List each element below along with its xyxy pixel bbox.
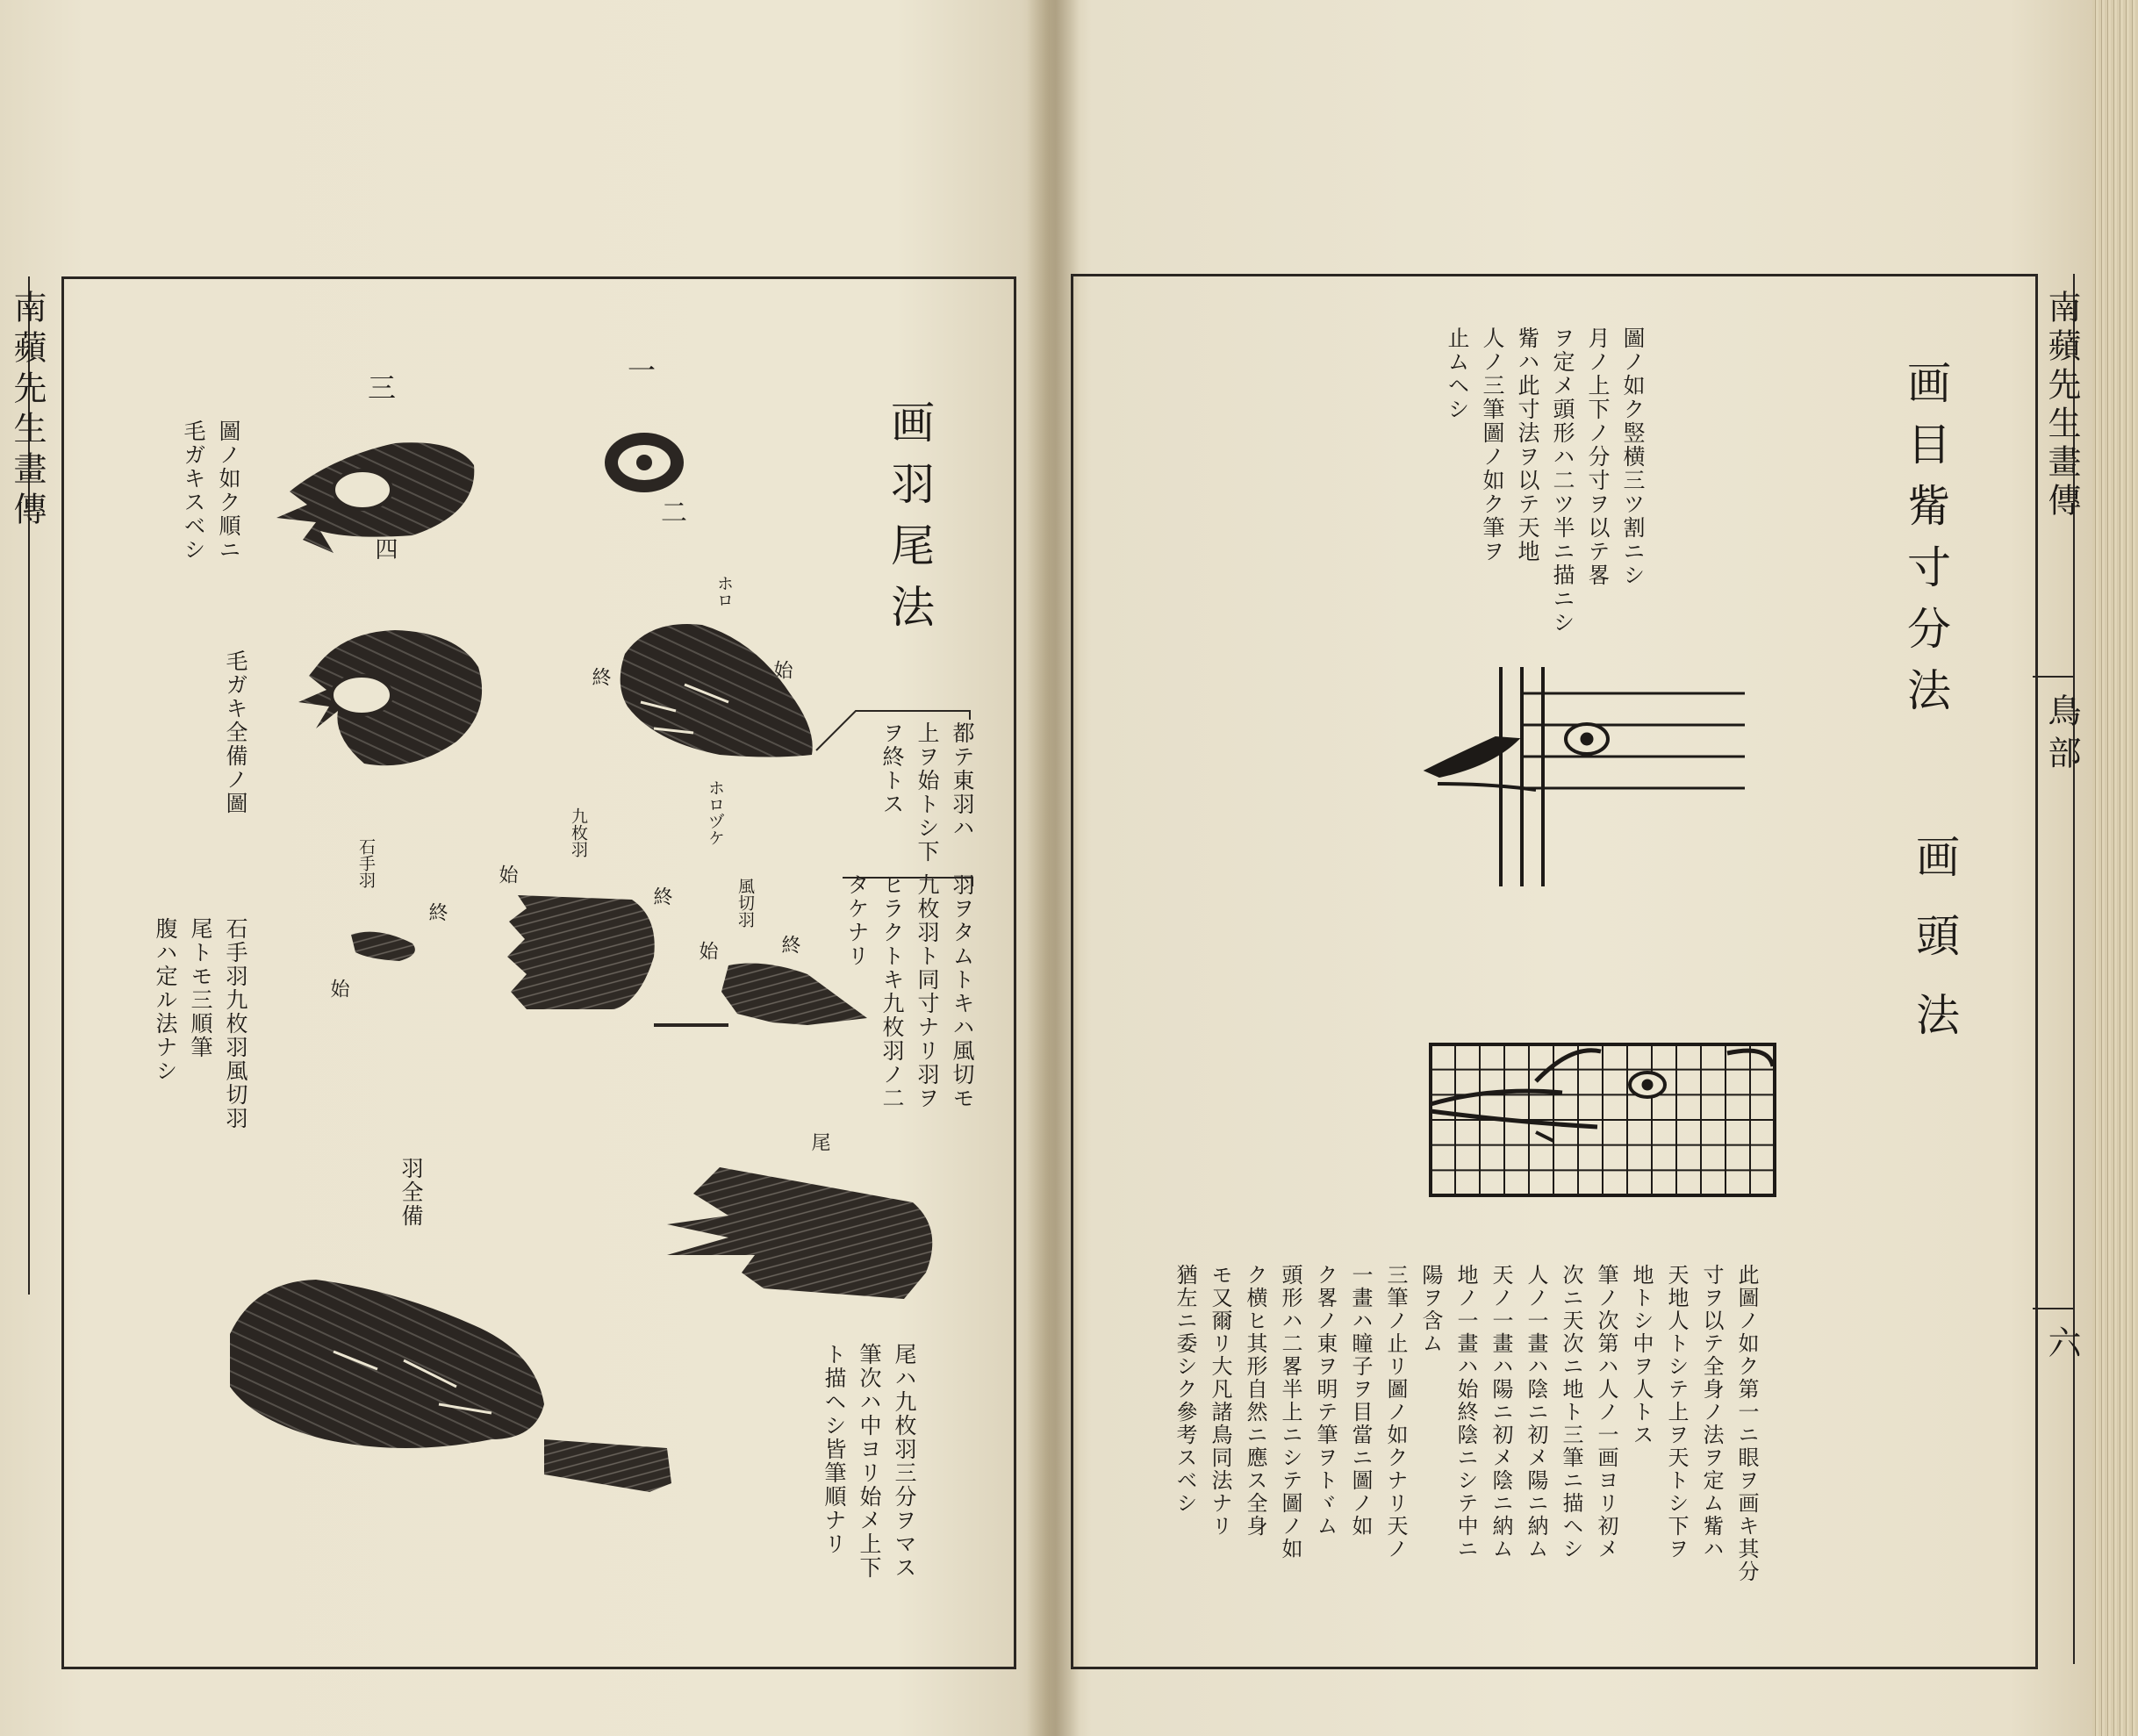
numeral-three: 三 — [363, 373, 397, 403]
label-horozuke: ホロヅケ — [706, 779, 725, 846]
caption-line: 圖ノ如ク竪横三ツ割ニシ — [1620, 326, 1646, 587]
label-hajime-3: 始 — [696, 941, 718, 960]
wing-full — [230, 1280, 671, 1492]
caption-line: 天地人トシテ上ヲ天トシ下ヲ — [1664, 1264, 1689, 1560]
label-kegaki-zenbi: 毛ガキ全備ノ圖 — [223, 649, 248, 815]
caption-line: 次ニ天次ニ地ト三筆ニ描ヘシ — [1559, 1264, 1583, 1560]
eye-beak-diagram — [1425, 667, 1745, 886]
numeral-two: 二 — [656, 499, 686, 527]
caption-line: 九枚羽ト同寸ナリ羽ヲ — [915, 873, 940, 1110]
wing-ishite — [351, 932, 415, 961]
right-margin-title: 南蘋先生畫傳 — [2042, 290, 2081, 521]
caption-line: 地ノ一畫ハ始終陰ニシテ中ニ — [1453, 1264, 1478, 1560]
caption-line: 尾トモ三順筆 — [188, 917, 213, 1059]
label-owari-2: 終 — [426, 902, 448, 922]
label-kumai-ba: 九枚羽 — [569, 807, 588, 857]
wing-kumai — [507, 895, 655, 1009]
right-margin-section: 鳥部 — [2042, 693, 2081, 778]
label-tail: 尾 — [808, 1132, 830, 1153]
head-grid-diagram — [1431, 1044, 1775, 1195]
caption-line: 人ノ一畫ハ陰ニ初メ陽ニ納ム — [1524, 1264, 1548, 1560]
eye-figure-three — [276, 442, 474, 553]
caption-line: 陽ヲ含ム — [1418, 1264, 1443, 1355]
caption-line: 筆ノ次第ハ人ノ一画ヨリ初メ — [1594, 1264, 1618, 1560]
wing-kazekiri — [654, 964, 867, 1025]
caption-line: 上ヲ始トシ下 — [915, 721, 940, 864]
right-title-eye-beak: 画目觜寸分法 — [1900, 360, 1951, 728]
caption-line: 羽ヲタムトキハ風切モ — [950, 873, 975, 1110]
numeral-one: 一 — [623, 355, 656, 385]
caption-line: 尾ハ九枚羽三分ヲマス — [892, 1343, 917, 1580]
caption-line: 人ノ三筆圖ノ如ク筆ヲ — [1480, 326, 1505, 563]
caption-line: 天ノ一畫ハ陽ニ初メ陰ニ納ム — [1489, 1264, 1513, 1560]
caption-line: タケナリ — [844, 873, 870, 968]
caption-line: 石手羽九枚羽風切羽 — [223, 917, 248, 1130]
caption-line: ト描ヘシ皆筆順ナリ — [821, 1343, 847, 1556]
label-kazekiri-ba: 風切羽 — [735, 878, 755, 928]
label-ishite-ba: 石手羽 — [356, 838, 376, 888]
left-page-title: 画羽尾法 — [884, 399, 935, 645]
caption-line: 此圖ノ如ク第一ニ眼ヲ画キ其分 — [1734, 1264, 1759, 1583]
left-margin-title: 南蘋先生畫傳 — [8, 290, 47, 532]
bracket-lines — [816, 711, 972, 886]
eye-figure-four — [298, 630, 482, 765]
caption-line: 圖ノ如ク順ニ — [216, 420, 241, 562]
caption-line: 腹ハ定ル法ナシ — [153, 917, 178, 1083]
page-number: 六 — [2042, 1325, 2081, 1376]
label-horozuke-top: ホロ — [714, 575, 734, 608]
caption-line: 一畫ハ瞳子ヲ目當ニ圖ノ如 — [1348, 1264, 1373, 1538]
caption-line: ヲ終トス — [879, 721, 905, 816]
caption-line: 毛ガキスベシ — [181, 420, 206, 562]
caption-line: 頭形ハ二畧半上ニシテ圖ノ如 — [1278, 1264, 1302, 1560]
label-hajime-2: 始 — [496, 864, 518, 884]
wing-horozuke — [621, 624, 813, 757]
caption-line: 筆次ハ中ヨリ始メ上下 — [857, 1343, 882, 1580]
label-owari-4: 終 — [778, 935, 800, 954]
caption-line: ク畧ノ東ヲ明テ筆ヲトヾム — [1313, 1264, 1338, 1538]
caption-line: ヒラクトキ九枚羽ノ二 — [879, 873, 905, 1110]
label-hajime-1: 始 — [771, 660, 793, 679]
label-owari-1: 終 — [589, 667, 611, 686]
caption-line: 止ムヘシ — [1445, 326, 1470, 421]
caption-line: 猶左ニ委シク參考スベシ — [1173, 1264, 1197, 1515]
caption-line: ク横ヒ其形自然ニ應ス全身 — [1243, 1264, 1267, 1538]
right-title-head: 画頭法 — [1909, 834, 1960, 1071]
label-ha-zenbi: 羽全備 — [398, 1157, 424, 1228]
caption-line: 觜ハ此寸法ヲ以テ天地 — [1515, 326, 1540, 563]
caption-line: 都テ東羽ハ — [950, 721, 975, 840]
tail-figure — [667, 1167, 932, 1299]
caption-line: 三筆ノ止リ圖ノ如クナリ天ノ — [1383, 1264, 1408, 1560]
caption-line: 地トシ中ヲ人トス — [1629, 1264, 1654, 1446]
label-owari-3: 終 — [650, 886, 672, 906]
caption-line: 月ノ上下ノ分寸ヲ以テ畧 — [1585, 326, 1611, 587]
eye-figure-one — [605, 433, 684, 492]
caption-line: モ又爾リ大凡諸鳥同法ナリ — [1208, 1264, 1232, 1538]
caption-line: 寸ヲ以テ全身ノ法ヲ定ム觜ハ — [1699, 1264, 1724, 1560]
caption-line: ヲ定メ頭形ハ二ツ半ニ描ニシ — [1550, 326, 1575, 635]
numeral-four: 四 — [371, 537, 398, 562]
label-hajime-4: 始 — [327, 979, 349, 998]
